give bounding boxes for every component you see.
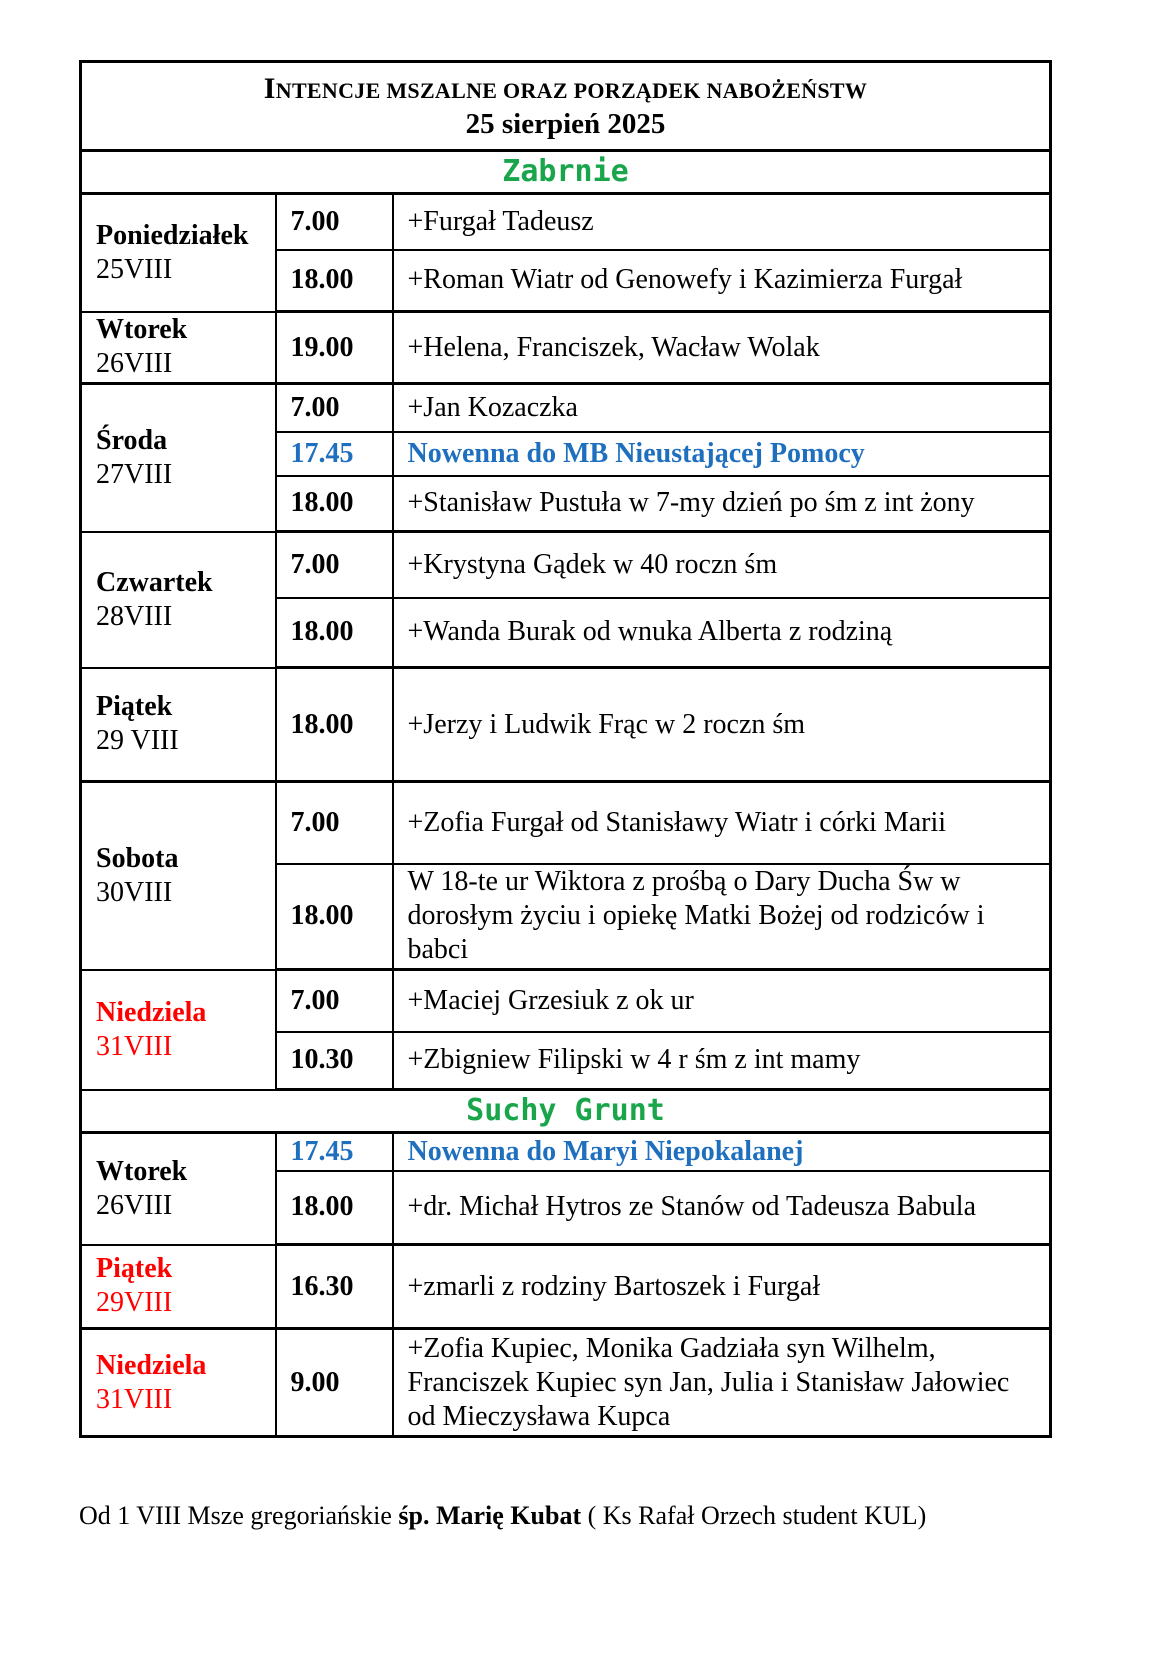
mass-time: 10.30 bbox=[276, 1032, 393, 1090]
day-name: Poniedziałek bbox=[96, 219, 249, 251]
table-row bbox=[81, 384, 1051, 432]
day-cell bbox=[81, 668, 276, 782]
day-name: Piątek bbox=[96, 1253, 173, 1285]
day-name: Wtorek bbox=[96, 1155, 188, 1187]
mass-time: 16.30 bbox=[276, 1245, 393, 1329]
table-row bbox=[81, 532, 1051, 598]
day-name: Środa bbox=[96, 424, 168, 456]
day-cell bbox=[81, 1329, 276, 1437]
mass-time: 18.00 bbox=[276, 476, 393, 532]
table-row bbox=[81, 1329, 1051, 1437]
table-row bbox=[81, 312, 1051, 384]
mass-intention: Nowenna do MB Nieustającej Pomocy bbox=[393, 432, 1051, 476]
day-name: Czwartek bbox=[96, 566, 213, 598]
mass-time: 7.00 bbox=[276, 194, 393, 250]
footer-prefix: Od 1 VIII Msze gregoriańskie bbox=[79, 1501, 399, 1530]
day-date: 27VIII bbox=[96, 458, 173, 490]
section-title: Zabrnie bbox=[81, 151, 1051, 194]
mass-time: 18.00 bbox=[276, 250, 393, 312]
mass-intention: +Krystyna Gądek w 40 roczn śm bbox=[393, 532, 1051, 598]
day-cell bbox=[81, 532, 276, 668]
day-cell bbox=[81, 1245, 276, 1329]
mass-intention: +Maciej Grzesiuk z ok ur bbox=[393, 970, 1051, 1032]
table-row bbox=[81, 1245, 1051, 1329]
day-date: 28VIII bbox=[96, 600, 173, 632]
mass-time: 18.00 bbox=[276, 668, 393, 782]
mass-time: 7.00 bbox=[276, 384, 393, 432]
mass-intention: +Zofia Furgał od Stanisławy Wiatr i córki Marii bbox=[393, 782, 1051, 864]
day-date: 30VIII bbox=[96, 876, 173, 908]
mass-time: 18.00 bbox=[276, 864, 393, 970]
mass-intention: +Jerzy i Ludwik Frąc w 2 roczn śm bbox=[393, 668, 1051, 782]
day-date: 29VIII bbox=[96, 1287, 173, 1319]
section-title: Suchy Grunt bbox=[81, 1090, 1051, 1133]
page-title bbox=[81, 62, 1051, 151]
footer-suffix: ( Ks Rafał Orzech student KUL) bbox=[581, 1501, 927, 1530]
table-row bbox=[81, 970, 1051, 1032]
title-smallcaps: NTENCJE MSZALNE ORAZ PORZĄDEK NABOŻEŃSTW bbox=[275, 78, 868, 103]
day-date: 31VIII bbox=[96, 1383, 173, 1415]
mass-intention: +Zofia Kupiec, Monika Gadziała syn Wilhelm, Franciszek Kupiec syn Jan, Julia i Stanisław Jałowiec od Mieczysława Kupca bbox=[393, 1329, 1051, 1437]
day-name: Piątek bbox=[96, 691, 173, 723]
day-date: 26VIII bbox=[96, 348, 173, 380]
mass-time: 18.00 bbox=[276, 598, 393, 668]
day-cell bbox=[81, 384, 276, 532]
mass-intention: +Wanda Burak od wnuka Alberta z rodziną bbox=[393, 598, 1051, 668]
table-row bbox=[81, 782, 1051, 864]
title-date: 25 sierpień 2025 bbox=[465, 108, 666, 140]
day-name: Niedziela bbox=[96, 996, 207, 1028]
day-date: 25VIII bbox=[96, 253, 173, 285]
day-name: Niedziela bbox=[96, 1349, 207, 1381]
day-name: Sobota bbox=[96, 842, 179, 874]
mass-intention: +Roman Wiatr od Genowefy i Kazimierza Furgał bbox=[393, 250, 1051, 312]
mass-intentions-sheet bbox=[79, 60, 1049, 1438]
day-name: Wtorek bbox=[96, 314, 188, 346]
mass-intention: Nowenna do Maryi Niepokalanej bbox=[393, 1133, 1051, 1171]
footer-note bbox=[79, 1500, 926, 1532]
day-date: 26VIII bbox=[96, 1189, 173, 1221]
footer-name: śp. Marię Kubat bbox=[398, 1501, 582, 1530]
mass-time: 7.00 bbox=[276, 970, 393, 1032]
mass-intention: +Furgał Tadeusz bbox=[393, 194, 1051, 250]
title-line: INTENCJE MSZALNE ORAZ PORZĄDEK NABOŻEŃSTW bbox=[263, 72, 868, 105]
mass-time: 7.00 bbox=[276, 532, 393, 598]
mass-time: 19.00 bbox=[276, 312, 393, 384]
day-cell bbox=[81, 312, 276, 384]
mass-intention: +Stanisław Pustuła w 7-my dzień po śm z int żony bbox=[393, 476, 1051, 532]
mass-intention: +Jan Kozaczka bbox=[393, 384, 1051, 432]
day-cell bbox=[81, 970, 276, 1090]
schedule-table bbox=[79, 60, 1052, 1438]
day-date: 29 VIII bbox=[96, 725, 179, 757]
mass-intention: +Helena, Franciszek, Wacław Wolak bbox=[393, 312, 1051, 384]
section-row bbox=[81, 1090, 1051, 1133]
table-row bbox=[81, 668, 1051, 782]
mass-intention: +dr. Michał Hytros ze Stanów od Tadeusza Babula bbox=[393, 1171, 1051, 1245]
day-cell bbox=[81, 1133, 276, 1245]
day-date: 31VIII bbox=[96, 1030, 173, 1062]
mass-intention: W 18-te ur Wiktora z prośbą o Dary Ducha Św w dorosłym życiu i opiekę Matki Bożej od rodziców i babci bbox=[393, 864, 1051, 970]
mass-intention: +Zbigniew Filipski w 4 r śm z int mamy bbox=[393, 1032, 1051, 1090]
header-row bbox=[81, 62, 1051, 151]
section-row bbox=[81, 151, 1051, 194]
mass-time: 18.00 bbox=[276, 1171, 393, 1245]
day-cell bbox=[81, 194, 276, 312]
day-cell bbox=[81, 782, 276, 970]
table-row bbox=[81, 194, 1051, 250]
mass-time: 17.45 bbox=[276, 1133, 393, 1171]
mass-intention: +zmarli z rodziny Bartoszek i Furgał bbox=[393, 1245, 1051, 1329]
mass-time: 9.00 bbox=[276, 1329, 393, 1437]
table-row bbox=[81, 1133, 1051, 1171]
mass-time: 17.45 bbox=[276, 432, 393, 476]
mass-time: 7.00 bbox=[276, 782, 393, 864]
